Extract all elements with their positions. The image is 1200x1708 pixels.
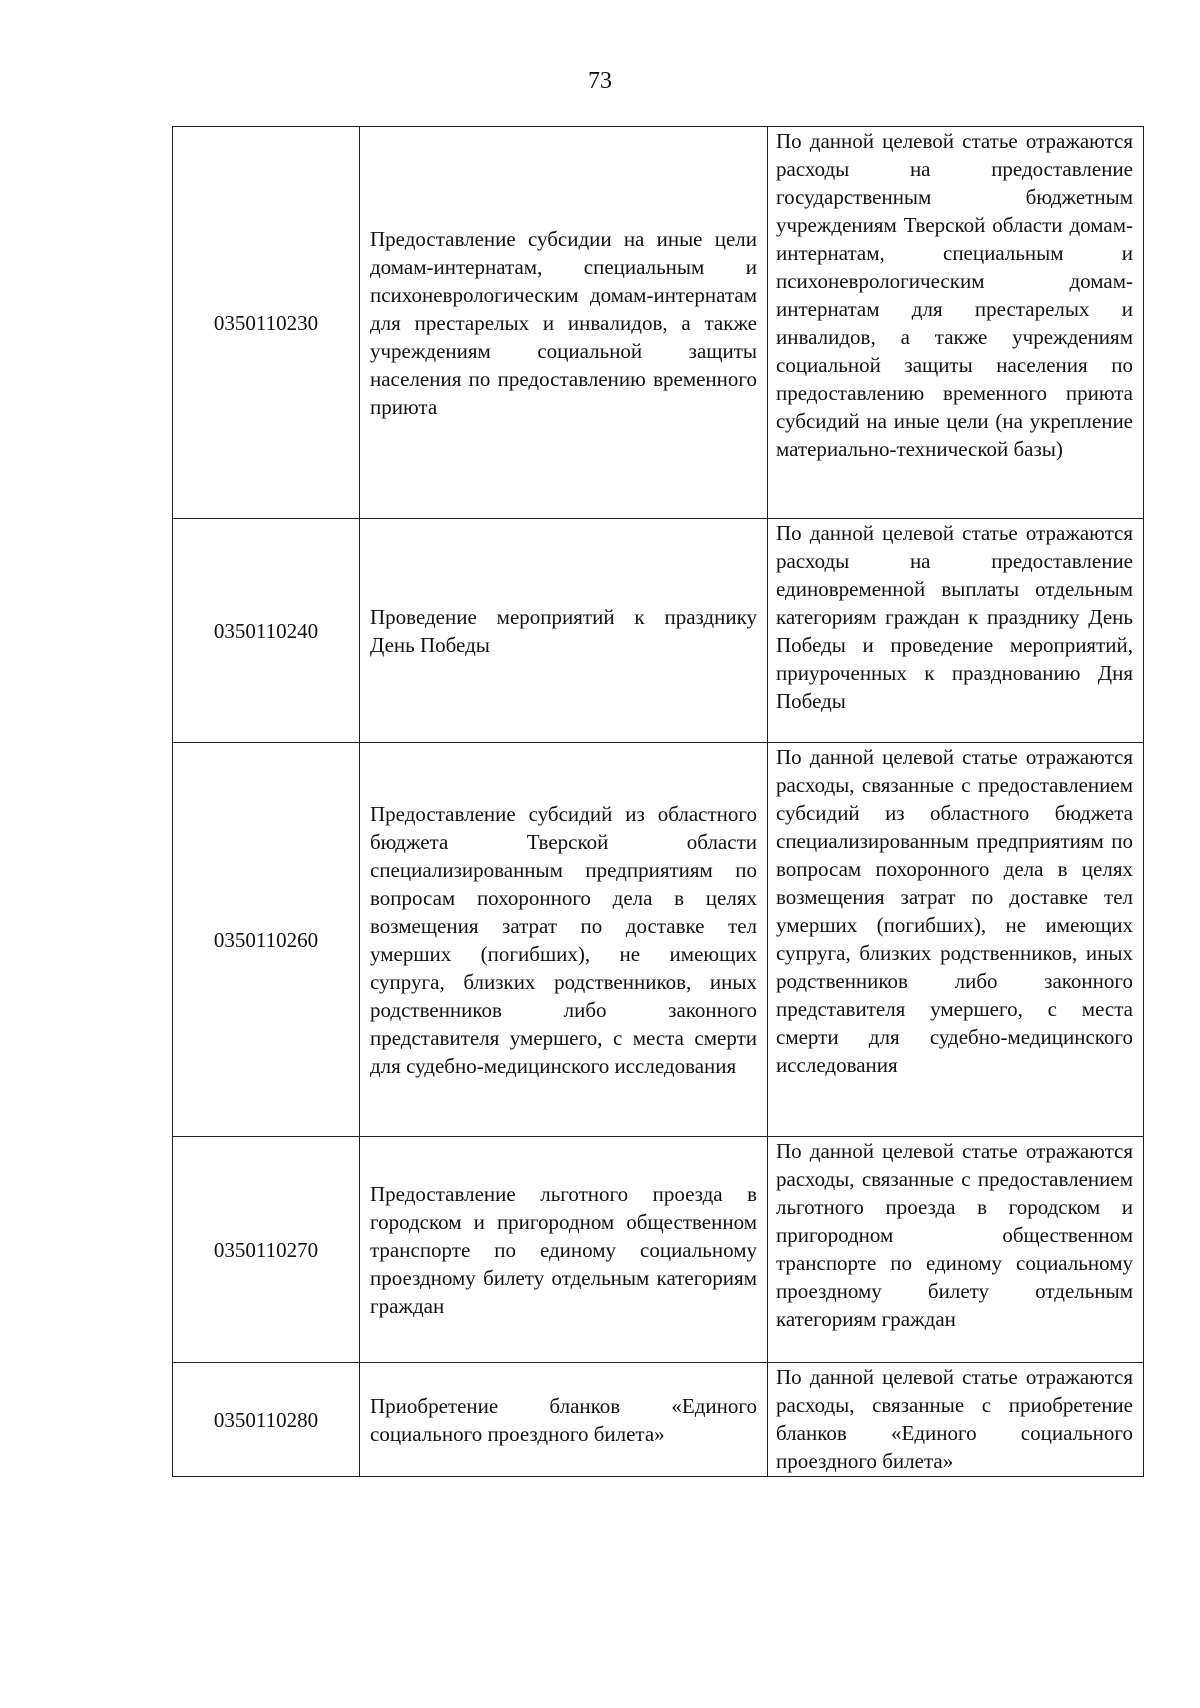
article-description-cell	[768, 519, 1144, 743]
table-row	[173, 743, 1144, 1137]
page-number: 73	[588, 68, 612, 94]
target-code-cell	[173, 1363, 360, 1477]
target-code: 0350110280	[213, 1407, 319, 1432]
article-description-cell	[768, 743, 1144, 1137]
target-code-cell	[173, 743, 360, 1137]
article-description: По данной целевой статье отражаются расходы, связанные с приобретение бланков «Единого социального проездного билета»	[776, 1365, 1133, 1473]
article-name-cell	[360, 1363, 768, 1477]
article-name-cell	[360, 519, 768, 743]
article-name: Проведение мероприятий к празднику День Победы	[370, 604, 757, 657]
article-name: Предоставление субсидий из областного бюджета Тверской области специализированным предприятиям по вопросам похоронного дела в целях возмещения затрат по доставке тел умерших (погибших), не имеющих супруга, близких родственников, иных родственников либо законного представителя умершего, с места смерти для судебно-медицинского исследования	[370, 801, 757, 1078]
article-name-cell	[360, 127, 768, 519]
article-name-cell	[360, 743, 768, 1137]
article-name: Приобретение бланков «Единого социального проездного билета»	[370, 1393, 757, 1446]
article-description-cell	[768, 1137, 1144, 1363]
article-description: По данной целевой статье отражаются расходы на предоставление единовременной выплаты отдельным категориям граждан к празднику День Победы и проведение мероприятий, приуроченных к празднованию Дня Победы	[776, 521, 1133, 713]
target-code: 0350110240	[213, 618, 319, 643]
article-description: По данной целевой статье отражаются расходы на предоставление государственным бюджетным учреждениям Тверской области домам-интернатам, специальным и психоневрологическим домам-интернатам для престарелых и инвалидов, а также учреждениям социальной защиты населения по предоставлению временного приюта субсидий на иные цели (на укрепление материально-технической базы)	[776, 129, 1133, 461]
target-code-cell	[173, 127, 360, 519]
target-code: 0350110260	[213, 927, 319, 952]
target-articles-table	[172, 126, 1144, 1477]
target-code: 0350110270	[213, 1237, 319, 1262]
target-code: 0350110230	[213, 310, 319, 335]
article-description: По данной целевой статье отражаются расходы, связанные с предоставлением субсидий из областного бюджета специализированным предприятиям по вопросам похоронного дела в целях возмещения затрат по доставке тел умерших (погибших), не имеющих супруга, близких родственников, иных родственников либо законного представителя умершего, с места смерти для судебно-медицинского исследования	[776, 745, 1133, 1077]
article-description-cell	[768, 1363, 1144, 1477]
target-code-cell	[173, 1137, 360, 1363]
table-row	[173, 1363, 1144, 1477]
table-row	[173, 519, 1144, 743]
table-row	[173, 127, 1144, 519]
target-code-cell	[173, 519, 360, 743]
article-description-cell	[768, 127, 1144, 519]
article-name: Предоставление субсидии на иные цели домам-интернатам, специальным и психоневрологическим домам-интернатам для престарелых и инвалидов, а также учреждениям социальной защиты населения по предоставлению временного приюта	[370, 226, 757, 419]
table-row	[173, 1137, 1144, 1363]
article-description: По данной целевой статье отражаются расходы, связанные с предоставлением льготного проезда в городском и пригородном общественном транспорте по единому социальному проездному билету отдельным категориям граждан	[776, 1139, 1133, 1331]
article-name-cell	[360, 1137, 768, 1363]
article-name: Предоставление льготного проезда в городском и пригородном общественном транспорте по единому социальному проездному билету отдельным категориям граждан	[370, 1181, 757, 1318]
